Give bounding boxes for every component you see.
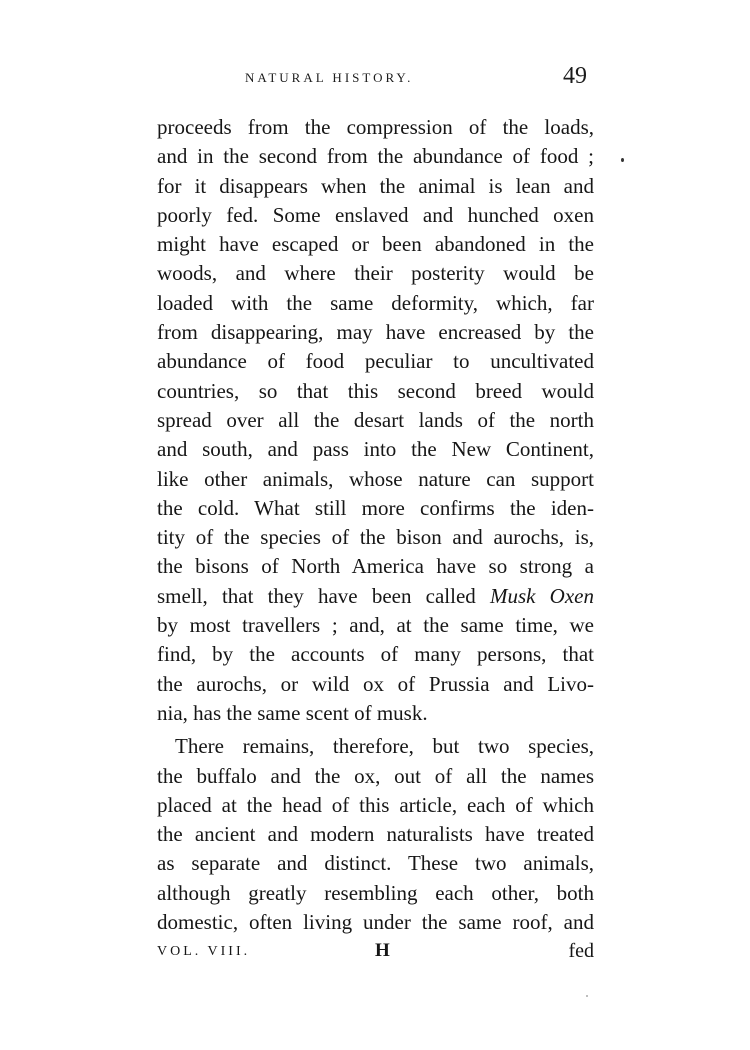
text-line: There remains, therefore, but two species, <box>175 734 594 759</box>
text-line: countries, so that this second breed would <box>157 378 594 403</box>
text-line: domestic, often living under the same roof, and <box>157 910 594 935</box>
text-line: poorly fed. Some enslaved and hunched oxen <box>157 202 594 227</box>
italic-term: Musk Oxen <box>490 583 594 608</box>
text-line: although greatly resembling each other, both <box>157 880 594 905</box>
text-line: spread over all the desart lands of the north <box>157 407 594 432</box>
text-line: abundance of food peculiar to uncultivated <box>157 349 594 374</box>
text-line: the buffalo and the ox, out of all the names <box>157 763 594 788</box>
volume-label: VOL. VIII. <box>157 944 251 959</box>
text-segment: smell, that they have been called <box>157 583 490 608</box>
page-number: 49 <box>563 63 587 89</box>
text-line: the bisons of North America have so strong a <box>157 554 594 579</box>
text-line: loaded with the same deformity, which, far <box>157 290 594 315</box>
text-line: placed at the head of this article, each of which <box>157 792 594 817</box>
text-line: as separate and distinct. These two animals, <box>157 851 594 876</box>
signature-mark: H <box>375 940 390 961</box>
page-footer <box>157 940 594 970</box>
text-line: the aurochs, or wild ox of Prussia and Livo- <box>157 671 594 696</box>
running-title: NATURAL HISTORY. <box>245 70 414 85</box>
text-line-with-italic <box>157 582 594 611</box>
text-line: like other animals, whose nature can support <box>157 466 594 491</box>
text-line: the ancient and modern naturalists have treated <box>157 822 594 847</box>
catchword: fed <box>568 940 594 962</box>
ink-speck <box>621 158 624 162</box>
text-line: tity of the species of the bison and aurochs, is, <box>157 525 594 550</box>
paper-speck <box>586 995 588 997</box>
text-line: the cold. What still more confirms the iden- <box>157 495 594 520</box>
text-line: for it disappears when the animal is lean and <box>157 173 594 198</box>
text-line: find, by the accounts of many persons, that <box>157 642 594 667</box>
text-line: might have escaped or been abandoned in the <box>157 232 594 257</box>
body-text <box>157 113 594 937</box>
text-line: woods, and where their posterity would be <box>157 261 594 286</box>
text-line: and in the second from the abundance of food ; <box>157 144 594 169</box>
text-line: proceeds from the compression of the loads, <box>157 115 594 139</box>
text-line: and south, and pass into the New Continent, <box>157 437 594 462</box>
text-line: nia, has the same scent of musk. <box>157 700 428 725</box>
text-line: by most travellers ; and, at the same time, we <box>157 613 594 638</box>
text-line: from disappearing, may have encreased by the <box>157 320 594 345</box>
